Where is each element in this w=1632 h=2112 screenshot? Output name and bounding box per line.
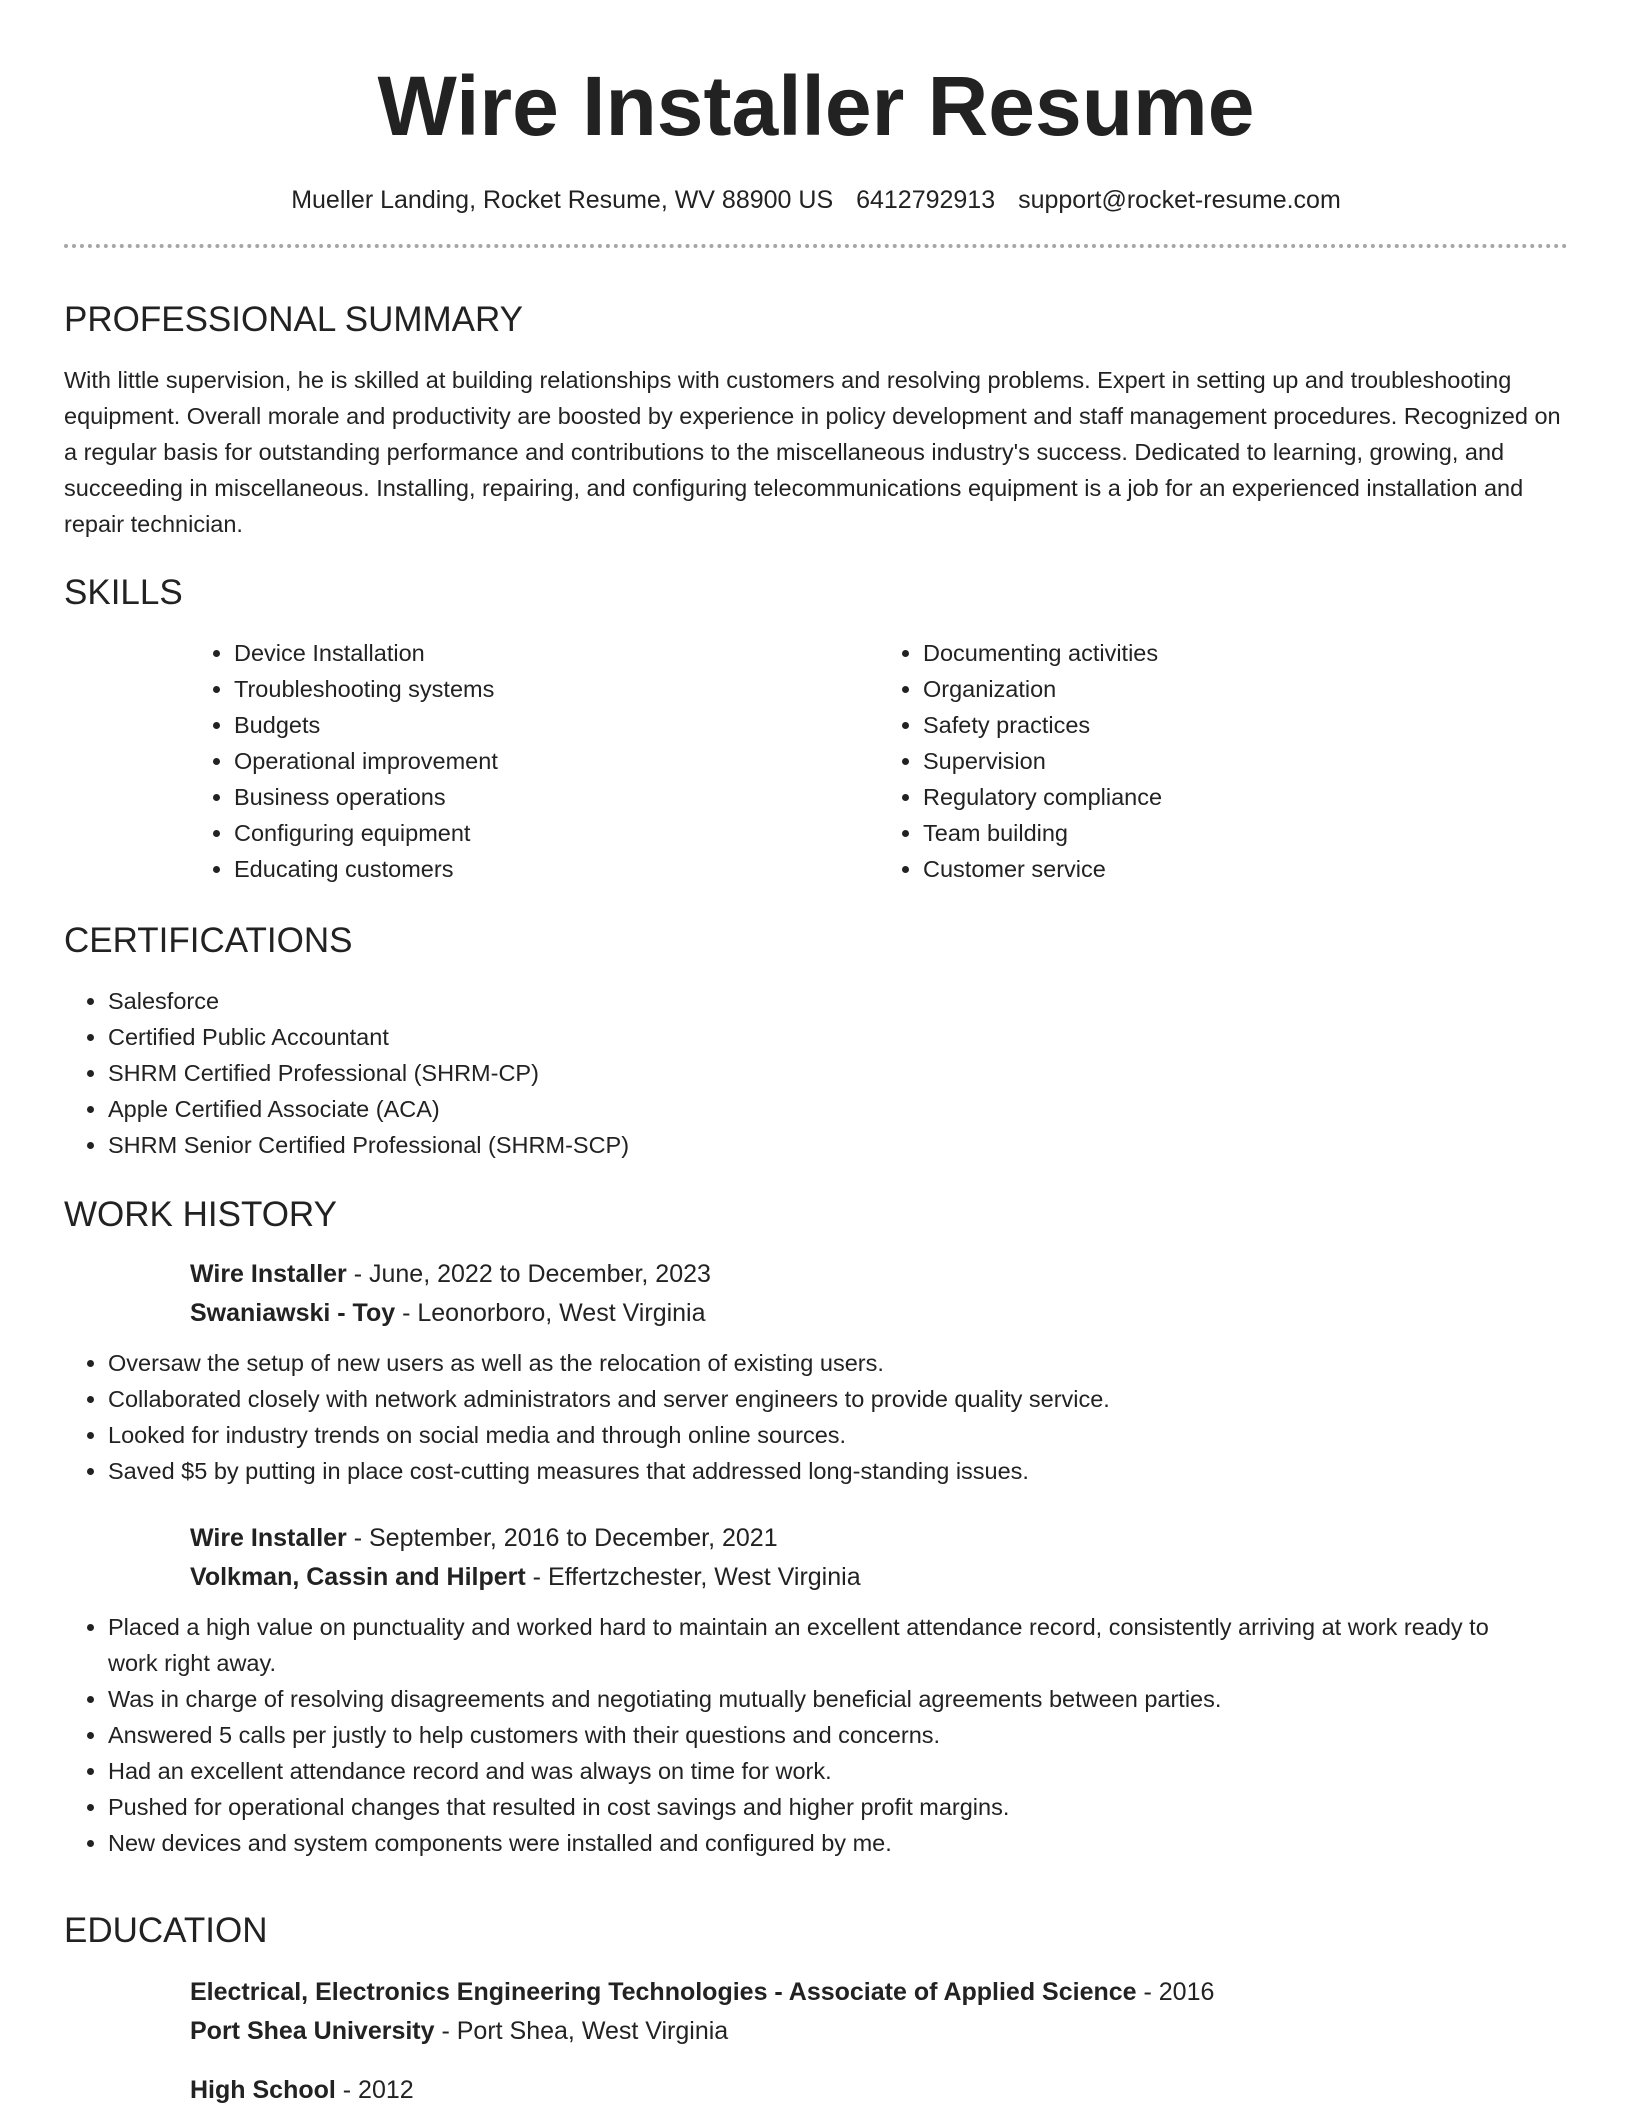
job-company: Volkman, Cassin and Hilpert: [190, 1563, 526, 1591]
job-bullet: • Had an excellent attendance record and was always on time for work.: [108, 1753, 1538, 1789]
skill-item: • Configuring equipment: [234, 815, 879, 851]
job-dates: - June, 2022 to December, 2023: [346, 1260, 711, 1288]
job-bullet: • Answered 5 calls per justly to help customers with their questions and concerns.: [108, 1717, 1538, 1753]
skill-item: • Team building: [923, 815, 1568, 851]
job-bullets: [64, 1345, 1568, 1489]
header-divider: [64, 244, 1568, 248]
education-location: - Port Shea, West Virginia: [434, 2017, 729, 2045]
job-bullet: • Collaborated closely with network administrators and server engineers to provide quality service.: [108, 1381, 1568, 1417]
skill-item: • Regulatory compliance: [923, 779, 1568, 815]
resume-title: Wire Installer Resume: [377, 59, 1255, 153]
skills-heading: SKILLS: [64, 573, 183, 612]
job-bullet: • Placed a high value on punctuality and worked hard to maintain an excellent attendance record, consistently arriving at work ready to work right away.: [108, 1609, 1538, 1681]
contact-line: [64, 182, 1568, 218]
job-bullet: • Was in charge of resolving disagreements and negotiating mutually beneficial agreements between parties.: [108, 1681, 1538, 1717]
education-heading: EDUCATION: [64, 1911, 268, 1950]
education-degree: Electrical, Electronics Engineering Technologies - Associate of Applied Science: [190, 1978, 1137, 2006]
education-school: Port Shea University: [190, 2017, 435, 2045]
work-section: [64, 1193, 1568, 1861]
education-degree-line: [190, 1973, 1568, 2012]
job-location: - Effertzchester, West Virginia: [525, 1563, 861, 1591]
education-year: - 2016: [1136, 1978, 1215, 2006]
contact-phone: 6412792913: [856, 186, 996, 214]
skills-section: [64, 571, 1568, 887]
job-company-line: [190, 1558, 1568, 1597]
education-degree: High School: [190, 2076, 336, 2104]
skill-item: • Customer service: [923, 851, 1568, 887]
job-bullet: • New devices and system components were installed and configured by me.: [108, 1825, 1538, 1861]
education-section: [64, 1909, 1568, 2110]
skills-right-list: [879, 635, 1568, 887]
education-degree-line: [190, 2071, 1568, 2110]
job-company-line: [190, 1294, 1568, 1333]
certifications-section: [64, 919, 1568, 1163]
summary-section: [64, 298, 1568, 542]
job-entry: [190, 1519, 1568, 1597]
contact-address: Mueller Landing, Rocket Resume, WV 88900 US: [291, 186, 834, 214]
skill-item: • Safety practices: [923, 707, 1568, 743]
education-year: - 2012: [335, 2076, 414, 2104]
job-bullet: • Oversaw the setup of new users as well as the relocation of existing users.: [108, 1345, 1568, 1381]
job-bullet: • Pushed for operational changes that resulted in cost savings and higher profit margins.: [108, 1789, 1538, 1825]
work-heading: WORK HISTORY: [64, 1195, 337, 1234]
summary-heading: PROFESSIONAL SUMMARY: [64, 300, 523, 339]
skill-item: • Budgets: [234, 707, 879, 743]
skill-item: • Device Installation: [234, 635, 879, 671]
skills-columns: [190, 635, 1568, 887]
job-title: Wire Installer: [190, 1260, 347, 1288]
contact-email: support@rocket-resume.com: [1018, 186, 1341, 214]
job-bullets: [64, 1609, 1568, 1861]
certification-item: • Salesforce: [108, 983, 1568, 1019]
job-title-line: [190, 1255, 1568, 1294]
skill-item: • Business operations: [234, 779, 879, 815]
skill-item: • Organization: [923, 671, 1568, 707]
job-dates: - September, 2016 to December, 2021: [346, 1524, 778, 1552]
job-bullet: • Saved $5 by putting in place cost-cutting measures that addressed long-standing issues.: [108, 1453, 1568, 1489]
education-entry: [190, 1973, 1568, 2051]
job-company: Swaniawski - Toy: [190, 1299, 396, 1327]
summary-text: With little supervision, he is skilled at building relationships with customers and resolving problems. Expert in setting up and troubleshooting equipment. Overall morale and productivity are boosted by experience in policy development and staff management procedures. Recognized on a regular basis for outstanding performance and contributions to the miscellaneous industry's success. Dedicated to learning, growing, and succeeding in miscellaneous. Installing, repairing, and configuring telecommunications equipment is a job for an experienced installation and repair technician.: [64, 367, 1561, 537]
certifications-heading: CERTIFICATIONS: [64, 921, 353, 960]
education-school-line: [190, 2012, 1568, 2051]
certification-item: • SHRM Certified Professional (SHRM-CP): [108, 1055, 1568, 1091]
certifications-list: [64, 983, 1568, 1163]
skill-item: • Educating customers: [234, 851, 879, 887]
certification-item: • Apple Certified Associate (ACA): [108, 1091, 1568, 1127]
skill-item: • Documenting activities: [923, 635, 1568, 671]
certification-item: • Certified Public Accountant: [108, 1019, 1568, 1055]
job-title: Wire Installer: [190, 1524, 347, 1552]
job-bullet: • Looked for industry trends on social media and through online sources.: [108, 1417, 1568, 1453]
skill-item: • Supervision: [923, 743, 1568, 779]
certification-item: • SHRM Senior Certified Professional (SHRM-SCP): [108, 1127, 1568, 1163]
job-location: - Leonorboro, West Virginia: [395, 1299, 706, 1327]
education-entry: [190, 2071, 1568, 2110]
skills-left-list: [190, 635, 879, 887]
job-title-line: [190, 1519, 1568, 1558]
job-entry: [190, 1255, 1568, 1333]
skill-item: • Troubleshooting systems: [234, 671, 879, 707]
skill-item: • Operational improvement: [234, 743, 879, 779]
